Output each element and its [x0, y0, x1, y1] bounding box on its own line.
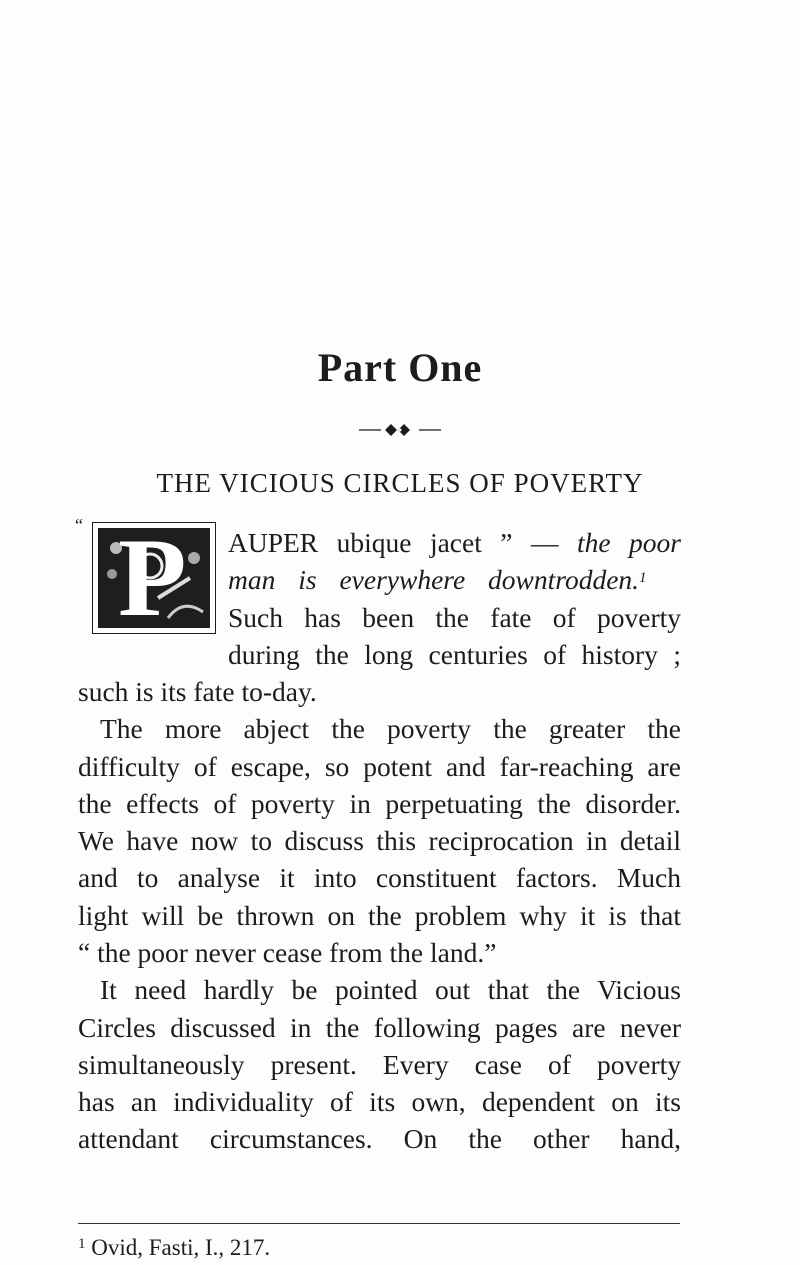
paragraph-2-line-5: and to analyse it into constituent factors. Much: [78, 862, 681, 893]
paragraph-3-line-2: Circles discussed in the following pages are never: [78, 1012, 681, 1043]
footnote: [78, 1236, 270, 1259]
text-span: AUPER ubique jacet ” —: [228, 527, 577, 558]
text-span: man is everywhere downtrodden.: [228, 564, 640, 595]
paragraph-3-line-1: It need hardly be pointed out that the Vicious: [100, 974, 681, 1005]
paragraph-2-line-2: difficulty of escape, so potent and far-reaching are: [78, 751, 681, 782]
paragraph-3-line-3: simultaneously present. Every case of poverty: [78, 1049, 681, 1080]
footnote-divider: [78, 1223, 680, 1224]
paragraph-2-line-3: the effects of poverty in perpetuating the disorder.: [78, 788, 681, 819]
paragraph-1-line-5: such is its fate to-day.: [78, 676, 317, 707]
paragraph-3-line-4: has an individuality of its own, dependent on its: [78, 1086, 681, 1117]
part-heading: Part One: [317, 345, 483, 390]
footnote-ref: 1: [639, 570, 647, 586]
paragraph-1-line-4: during the long centuries of history ;: [228, 639, 681, 670]
italic-text: the poor: [576, 527, 681, 558]
paragraph-2-line-4: We have now to discuss this reciprocation in detail: [78, 825, 681, 856]
opening-quote-mark: “: [75, 515, 83, 535]
paragraph-1-line-1: [228, 529, 681, 557]
drop-cap-ornament: [98, 522, 210, 634]
paragraph-2-line-1: The more abject the poverty the greater the: [100, 713, 681, 744]
ornament-divider: [357, 423, 443, 437]
drop-cap-initial: [92, 522, 216, 634]
paragraph-1-line-3: Such has been the fate of poverty: [228, 602, 681, 633]
paragraph-1-line-2: [228, 566, 647, 594]
footnote-mark: 1: [78, 1236, 86, 1252]
paragraph-3-line-5: attendant circumstances. On the other hand,: [78, 1123, 681, 1154]
drop-cap-letter: P: [118, 522, 187, 634]
paragraph-2-line-6: light will be thrown on the problem why it is that: [78, 900, 681, 931]
footnote-text: Ovid, Fasti, I., 217.: [91, 1235, 271, 1260]
chapter-title: THE VICIOUS CIRCLES OF POVERTY: [156, 468, 644, 498]
paragraph-2-line-7: “ the poor never cease from the land.”: [78, 937, 497, 968]
